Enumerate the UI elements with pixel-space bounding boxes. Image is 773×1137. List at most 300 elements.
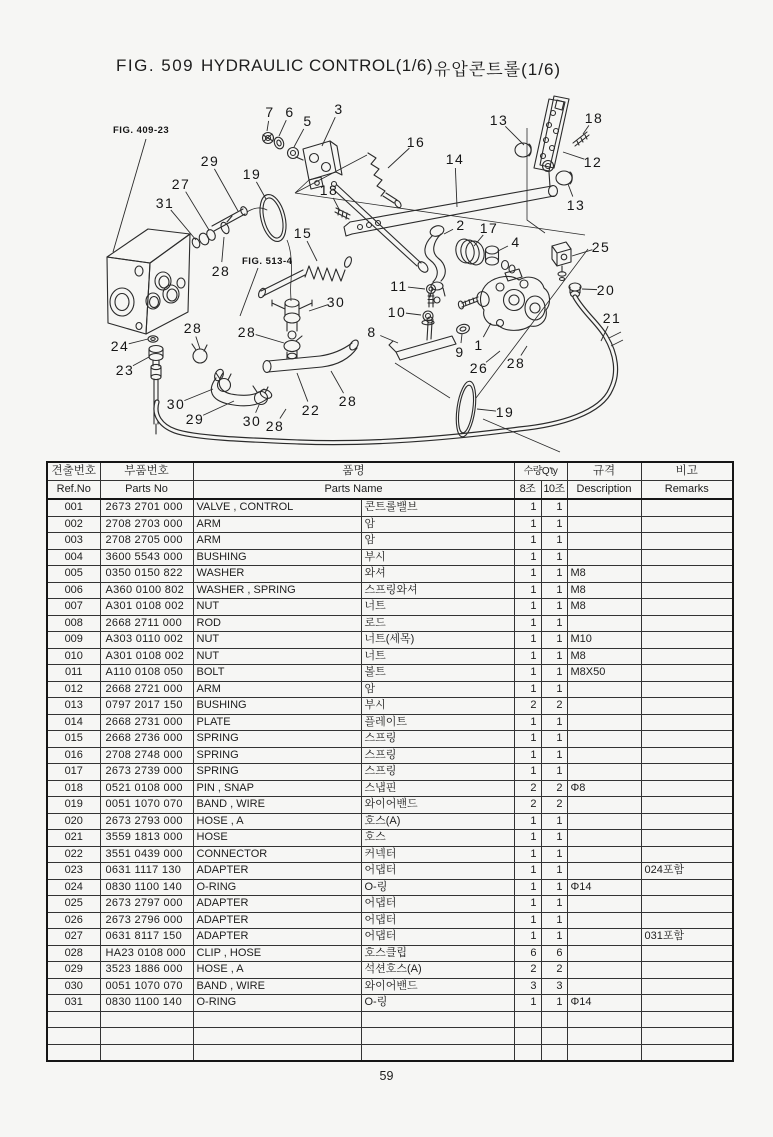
header-parts-name-ko: 품명 (193, 462, 514, 481)
cell-name-en: BAND , WIRE (193, 797, 361, 814)
cell-ref-no: 011 (47, 665, 100, 682)
cell-qty-10: 3 (541, 978, 567, 995)
cell-description (567, 962, 641, 979)
callout-leader-line (477, 409, 496, 411)
cell-ref-no: 030 (47, 978, 100, 995)
callout-number: 23 (115, 362, 135, 378)
cell-parts-no: 0350 0150 822 (100, 566, 193, 583)
cell-name-ko: 호스클립 (361, 945, 514, 962)
header-qty-8: 8조 (514, 481, 541, 500)
cell-qty-8: 1 (514, 863, 541, 880)
table-row (47, 912, 733, 929)
callout-leader-line (380, 336, 398, 343)
cell-parts-no: 2668 2711 000 (100, 615, 193, 632)
cell-description: M8 (567, 599, 641, 616)
cell-qty-10: 1 (541, 714, 567, 731)
cell-ref-no: 008 (47, 615, 100, 632)
cell-qty-10: 1 (541, 813, 567, 830)
cell-qty-10: 1 (541, 896, 567, 913)
cell-description: M10 (567, 632, 641, 649)
cell-description (567, 1011, 641, 1028)
table-row (47, 747, 733, 764)
cell-name-en (193, 1011, 361, 1028)
cell-parts-no: 0797 2017 150 (100, 698, 193, 715)
cell-parts-no: A301 0108 002 (100, 599, 193, 616)
cell-ref-no (47, 1028, 100, 1045)
cell-description (567, 764, 641, 781)
cell-description (567, 945, 641, 962)
cell-qty-8: 1 (514, 533, 541, 550)
cell-name-en: NUT (193, 599, 361, 616)
callout-number: 26 (469, 360, 489, 376)
cell-remarks (641, 648, 733, 665)
cell-ref-no: 013 (47, 698, 100, 715)
cell-description (567, 549, 641, 566)
table-row (47, 714, 733, 731)
cell-qty-10: 1 (541, 533, 567, 550)
cell-parts-no: HA23 0108 000 (100, 945, 193, 962)
callout-number: 11 (390, 278, 408, 294)
callout-number: 28 (506, 355, 526, 371)
cell-name-en: BUSHING (193, 698, 361, 715)
cell-remarks (641, 566, 733, 583)
callout-number: 8 (367, 324, 377, 340)
cell-remarks (641, 499, 733, 516)
cell-remarks: 031포함 (641, 929, 733, 946)
snap-pin-18-right (573, 132, 589, 146)
tee-fitting (272, 299, 312, 359)
cell-qty-10: 1 (541, 632, 567, 649)
cell-qty-8: 1 (514, 566, 541, 583)
cell-parts-no: A303 0110 002 (100, 632, 193, 649)
snap-pin-18-center (335, 208, 350, 219)
cell-parts-no: 3523 1886 000 (100, 962, 193, 979)
cell-name-ko (361, 1044, 514, 1061)
cell-parts-no: 2708 2703 000 (100, 516, 193, 533)
callout-leader-line (408, 287, 425, 289)
cell-remarks (641, 549, 733, 566)
header-remarks-ko: 비고 (641, 462, 733, 481)
cell-name-ko: 어댑터 (361, 929, 514, 946)
o-ring-19-top (256, 192, 291, 244)
cell-remarks (641, 962, 733, 979)
cell-name-ko: 어댑터 (361, 863, 514, 880)
cell-name-en: BAND , WIRE (193, 978, 361, 995)
spring-16 (368, 153, 402, 209)
cell-qty-10: 1 (541, 912, 567, 929)
callout-number: 29 (185, 411, 205, 427)
table-row (47, 863, 733, 880)
cell-description (567, 615, 641, 632)
cell-name-ko: 암 (361, 516, 514, 533)
cell-remarks (641, 632, 733, 649)
cell-name-en: BUSHING (193, 549, 361, 566)
cell-remarks (641, 896, 733, 913)
cell-remarks (641, 747, 733, 764)
callout-number: 21 (602, 310, 622, 326)
cell-description (567, 929, 641, 946)
cell-qty-10: 1 (541, 995, 567, 1012)
callout-leader-line (196, 337, 200, 349)
cell-remarks (641, 516, 733, 533)
callout-leader-line (184, 389, 213, 401)
cell-remarks: 024포함 (641, 863, 733, 880)
callout-leader-line (214, 169, 238, 211)
cell-ref-no (47, 1044, 100, 1061)
cell-parts-no: A301 0108 002 (100, 648, 193, 665)
cell-ref-no: 002 (47, 516, 100, 533)
cell-qty-8: 1 (514, 681, 541, 698)
cell-parts-no: 0051 1070 070 (100, 797, 193, 814)
cell-description (567, 797, 641, 814)
cell-description: Φ14 (567, 879, 641, 896)
cell-description (567, 978, 641, 995)
cell-qty-10: 1 (541, 764, 567, 781)
page-title: HYDRAULIC CONTROL(1/6) (201, 56, 434, 75)
cell-name-en: HOSE , A (193, 813, 361, 830)
cell-description (567, 896, 641, 913)
cell-name-ko: 커넥터 (361, 846, 514, 863)
callout-leader-line (406, 313, 421, 315)
cell-name-ko: O-링 (361, 879, 514, 896)
cell-description (567, 846, 641, 863)
cell-remarks (641, 681, 733, 698)
figure-reference-label: FIG. 513-4 (242, 256, 293, 267)
cell-parts-no: 2673 2739 000 (100, 764, 193, 781)
cell-qty-10: 1 (541, 648, 567, 665)
header-parts-no-ko: 부품번호 (100, 462, 193, 481)
table-row (47, 830, 733, 847)
cell-name-ko: 콘트롤밸브 (361, 499, 514, 516)
cell-name-ko: 부시 (361, 698, 514, 715)
cell-ref-no: 021 (47, 830, 100, 847)
cell-qty-8 (514, 1044, 541, 1061)
cell-parts-no (100, 1044, 193, 1061)
callout-number: 28 (183, 320, 203, 336)
cell-name-ko: 어댑터 (361, 896, 514, 913)
table-row (47, 566, 733, 583)
cell-name-en: BOLT (193, 665, 361, 682)
drop-pipe (287, 240, 292, 301)
callout-number: 17 (479, 220, 499, 236)
callout-leader-line (455, 168, 457, 207)
table-row (47, 1028, 733, 1045)
cell-qty-10: 1 (541, 879, 567, 896)
header-description-ko: 규격 (567, 462, 641, 481)
cell-parts-no: 0830 1100 140 (100, 879, 193, 896)
cell-ref-no (47, 1011, 100, 1028)
callout-number: 10 (387, 304, 407, 320)
cell-name-ko: 스프링 (361, 731, 514, 748)
cell-ref-no: 012 (47, 681, 100, 698)
cell-name-en: CLIP , HOSE (193, 945, 361, 962)
figure-number: FIG. 509 (116, 56, 195, 75)
cell-name-en: VALVE , CONTROL (193, 499, 361, 516)
cell-ref-no: 001 (47, 499, 100, 516)
cell-remarks (641, 714, 733, 731)
cell-remarks (641, 698, 733, 715)
cell-name-en: ARM (193, 681, 361, 698)
cell-ref-no: 014 (47, 714, 100, 731)
cell-description (567, 747, 641, 764)
cell-remarks (641, 995, 733, 1012)
cell-parts-no: 2708 2748 000 (100, 747, 193, 764)
table-row (47, 632, 733, 649)
cell-name-en (193, 1028, 361, 1045)
callout-leader-line (256, 335, 284, 343)
table-row (47, 698, 733, 715)
table-row (47, 995, 733, 1012)
cell-remarks (641, 599, 733, 616)
table-row (47, 797, 733, 814)
callout-leader-line (444, 229, 453, 234)
cell-parts-no: 0631 1117 130 (100, 863, 193, 880)
cell-name-ko (361, 1011, 514, 1028)
cell-qty-8: 1 (514, 516, 541, 533)
cell-name-en: NUT (193, 648, 361, 665)
bracket-links (295, 155, 585, 235)
cell-qty-10: 2 (541, 698, 567, 715)
callout-number: 20 (596, 282, 616, 298)
cell-description (567, 533, 641, 550)
callout-leader-line (331, 371, 344, 393)
cell-qty-8: 1 (514, 665, 541, 682)
callout-leader-line (294, 129, 304, 147)
cell-qty-8 (514, 1028, 541, 1045)
cell-ref-no: 006 (47, 582, 100, 599)
parts-table-body (47, 499, 733, 1061)
cell-parts-no: 2708 2705 000 (100, 533, 193, 550)
callout-number: 28 (237, 324, 257, 340)
cell-qty-8: 1 (514, 615, 541, 632)
callout-number: 19 (242, 166, 262, 182)
cell-description (567, 681, 641, 698)
cell-qty-8: 1 (514, 995, 541, 1012)
cell-name-en: ARM (193, 533, 361, 550)
cell-ref-no: 016 (47, 747, 100, 764)
cell-qty-8: 3 (514, 978, 541, 995)
cell-parts-no: 2668 2731 000 (100, 714, 193, 731)
washer-9 (456, 323, 471, 335)
cell-ref-no: 003 (47, 533, 100, 550)
washers-5-6-7 (263, 133, 299, 159)
cell-qty-8: 1 (514, 549, 541, 566)
table-row (47, 665, 733, 682)
cell-parts-no: 2673 2793 000 (100, 813, 193, 830)
cell-name-en: ADAPTER (193, 929, 361, 946)
cell-parts-no: 2673 2701 000 (100, 499, 193, 516)
callout-number: 2 (456, 217, 466, 233)
cell-name-en: WASHER , SPRING (193, 582, 361, 599)
cell-remarks (641, 813, 733, 830)
cell-remarks (641, 615, 733, 632)
cell-parts-no (100, 1011, 193, 1028)
cell-name-ko: 어댑터 (361, 912, 514, 929)
callout-number: 7 (265, 104, 275, 120)
table-row (47, 1011, 733, 1028)
callout-leader-line (133, 357, 149, 366)
figure-reference-label: FIG. 409-23 (113, 125, 170, 136)
cell-qty-8: 1 (514, 582, 541, 599)
table-row (47, 945, 733, 962)
cell-name-ko: 플레이트 (361, 714, 514, 731)
callout-number: 30 (326, 294, 346, 310)
cell-description (567, 516, 641, 533)
callout-number: 13 (489, 112, 509, 128)
cell-parts-no: A360 0100 802 (100, 582, 193, 599)
parts-table (46, 461, 734, 1062)
callout-number: 28 (211, 263, 231, 279)
cell-qty-10: 1 (541, 615, 567, 632)
cell-qty-8: 1 (514, 764, 541, 781)
table-row (47, 962, 733, 979)
cell-remarks (641, 879, 733, 896)
cell-ref-no: 010 (47, 648, 100, 665)
cell-qty-8: 1 (514, 846, 541, 863)
cell-remarks (641, 945, 733, 962)
table-row (47, 846, 733, 863)
callout-leader-line (333, 198, 340, 211)
callout-number: 18 (584, 110, 604, 126)
cell-parts-no: 3600 5543 000 (100, 549, 193, 566)
o-ring-19-bottom (453, 380, 479, 438)
table-row (47, 731, 733, 748)
cell-name-en: O-RING (193, 879, 361, 896)
cell-qty-8: 1 (514, 830, 541, 847)
cell-remarks (641, 846, 733, 863)
callout-leader-line (307, 241, 317, 261)
cell-name-ko: 와이어밴드 (361, 797, 514, 814)
cell-qty-8: 1 (514, 499, 541, 516)
cell-ref-no: 007 (47, 599, 100, 616)
figure-reference-leader (240, 268, 258, 316)
cell-qty-8: 2 (514, 962, 541, 979)
table-row (47, 1044, 733, 1061)
cell-qty-10: 6 (541, 945, 567, 962)
cell-ref-no: 023 (47, 863, 100, 880)
cell-name-en: SPRING (193, 764, 361, 781)
callout-number: 25 (591, 239, 611, 255)
cell-name-en: O-RING (193, 995, 361, 1012)
cell-name-ko: 스프링 (361, 747, 514, 764)
cell-name-ko: 스냅핀 (361, 780, 514, 797)
callout-number: 4 (511, 234, 521, 250)
cell-name-ko: 와이어밴드 (361, 978, 514, 995)
cell-ref-no: 009 (47, 632, 100, 649)
table-row (47, 549, 733, 566)
callout-number: 14 (445, 151, 465, 167)
callout-leader-line (297, 373, 308, 402)
table-row (47, 879, 733, 896)
callout-leader-line (505, 126, 524, 145)
elbow-pipe-29 (192, 344, 273, 406)
cell-name-en: ADAPTER (193, 863, 361, 880)
header-qty-10: 10조 (541, 481, 567, 500)
cell-name-ko: 너트 (361, 599, 514, 616)
pedal-plate-12 (534, 96, 569, 172)
cell-qty-8: 2 (514, 797, 541, 814)
cell-qty-10: 1 (541, 566, 567, 583)
cell-name-ko: 볼트 (361, 665, 514, 682)
cell-name-en: PLATE (193, 714, 361, 731)
cell-qty-8: 6 (514, 945, 541, 962)
cell-parts-no: 2673 2796 000 (100, 912, 193, 929)
cell-qty-10: 1 (541, 731, 567, 748)
cell-name-ko: 너트 (361, 648, 514, 665)
cell-description (567, 698, 641, 715)
cell-name-ko: 석션호스(A) (361, 962, 514, 979)
cell-ref-no: 027 (47, 929, 100, 946)
cell-name-en: ARM (193, 516, 361, 533)
cell-qty-10 (541, 1028, 567, 1045)
cell-parts-no: 0830 1100 140 (100, 995, 193, 1012)
cell-qty-10: 1 (541, 929, 567, 946)
callout-number: 1 (474, 337, 484, 353)
cell-parts-no (100, 1028, 193, 1045)
cell-name-ko: 로드 (361, 615, 514, 632)
cell-description (567, 731, 641, 748)
cell-name-ko: O-링 (361, 995, 514, 1012)
callout-leader-line (129, 339, 148, 344)
cell-qty-10: 1 (541, 846, 567, 863)
callout-leader-line (498, 246, 508, 251)
callout-number: 3 (334, 101, 344, 117)
cell-qty-8: 1 (514, 896, 541, 913)
cell-name-en: HOSE (193, 830, 361, 847)
cell-name-ko: 너트(세목) (361, 632, 514, 649)
cell-qty-10: 1 (541, 747, 567, 764)
cell-parts-no: 2668 2736 000 (100, 731, 193, 748)
page-title-korean: 유압콘트롤(1/6) (434, 60, 562, 79)
cell-qty-8: 1 (514, 912, 541, 929)
cell-name-en: CONNECTOR (193, 846, 361, 863)
cell-name-en: SPRING (193, 731, 361, 748)
cell-parts-no: 0631 8117 150 (100, 929, 193, 946)
table-row (47, 615, 733, 632)
cell-qty-10: 1 (541, 863, 567, 880)
link-rod (332, 182, 430, 275)
cell-qty-8: 1 (514, 632, 541, 649)
control-valve-block (107, 229, 190, 334)
table-row (47, 499, 733, 516)
cell-description: M8X50 (567, 665, 641, 682)
cell-qty-8: 1 (514, 731, 541, 748)
cell-name-ko: 암 (361, 533, 514, 550)
table-row (47, 582, 733, 599)
cell-remarks (641, 780, 733, 797)
table-row (47, 780, 733, 797)
cell-remarks (641, 797, 733, 814)
header-description: Description (567, 481, 641, 500)
callout-numbers (111, 101, 622, 434)
cell-parts-no: A110 0108 050 (100, 665, 193, 682)
header-ref-no-ko: 견출번호 (47, 462, 100, 481)
figure-reference-leader (113, 139, 146, 252)
cell-ref-no: 024 (47, 879, 100, 896)
cell-remarks (641, 1044, 733, 1061)
cell-ref-no: 020 (47, 813, 100, 830)
cell-name-en: NUT (193, 632, 361, 649)
parts-table-header (47, 462, 733, 499)
cell-remarks (641, 731, 733, 748)
callout-number: 30 (242, 413, 262, 429)
table-row (47, 929, 733, 946)
callout-leader-line (563, 152, 584, 159)
cell-ref-no: 026 (47, 912, 100, 929)
cell-parts-no: 0051 1070 070 (100, 978, 193, 995)
cell-ref-no: 017 (47, 764, 100, 781)
cell-name-ko: 와셔 (361, 566, 514, 583)
